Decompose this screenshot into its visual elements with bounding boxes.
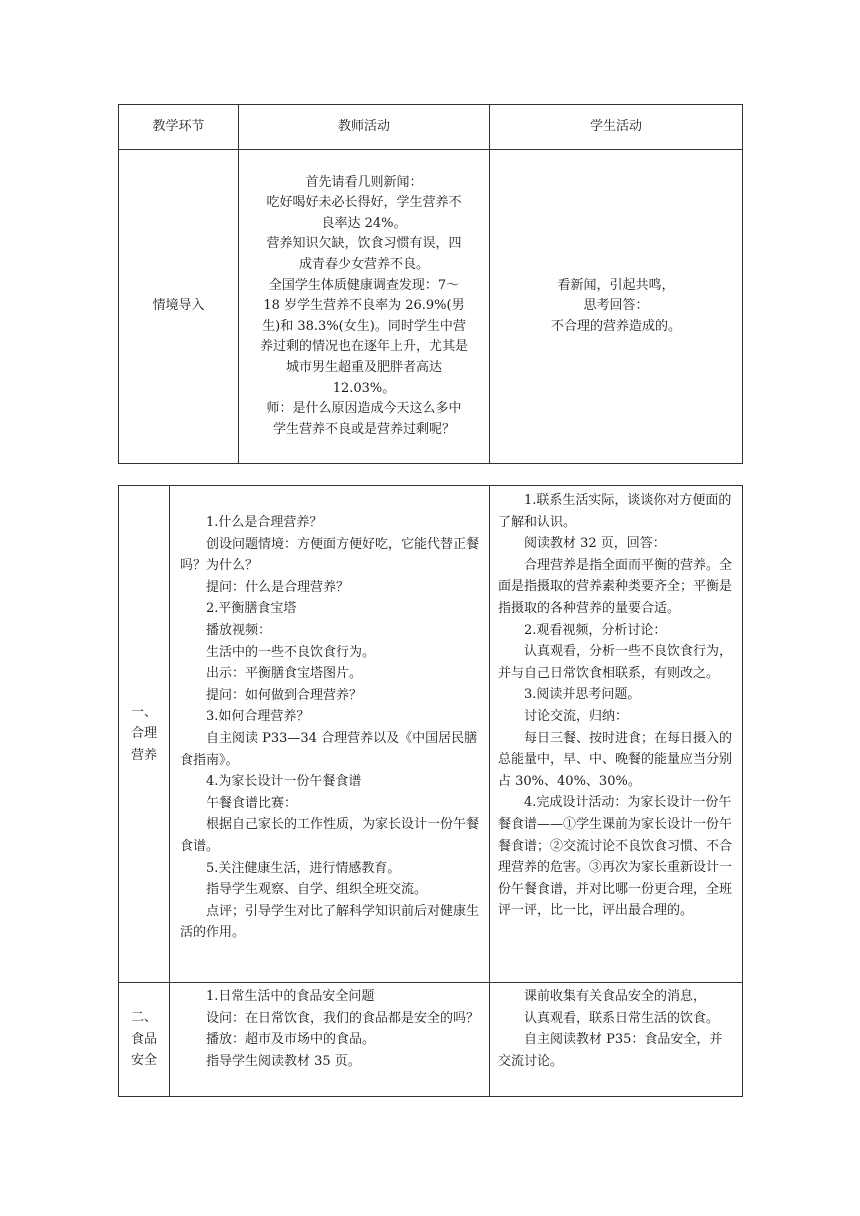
text-paragraph: 1.什么是合理营养？ bbox=[206, 515, 323, 530]
text-paragraph: 认真观看，联系日常生活的饮食。 bbox=[524, 1010, 720, 1026]
text-line: 成青春少女营养不良。 bbox=[298, 257, 429, 273]
label-line: 安全 bbox=[130, 1053, 157, 1069]
text-paragraph: 4.完成设计活动：为家长设计一份午餐食谱——①学生课前为家长设计一份午餐食谱；②交流讨论不良饮食习惯、不合理营养的危害。③再次为家长重新设计一份午餐食谱，并对比哪一份更合理，全班评一评，比一比，评出最合理的。 bbox=[498, 795, 733, 919]
label-line: 一、 bbox=[130, 704, 157, 720]
teacher-activity-food-safety bbox=[170, 983, 490, 1097]
text-paragraph: 提问：如何做到合理营养？ bbox=[206, 687, 363, 703]
header-teacher-activity: 教师活动 bbox=[239, 105, 490, 150]
text-paragraph: 午餐食谱比赛： bbox=[206, 795, 298, 811]
text-paragraph: 创设问题情境：方便面方便好吃，它能代替正餐吗？为什么？ bbox=[180, 536, 480, 574]
text-line: 不合理的营养造成的。 bbox=[550, 318, 681, 334]
text-paragraph: 3.如何合理营养？ bbox=[206, 709, 310, 725]
lesson-table-intro bbox=[118, 104, 743, 464]
text-line: 城市男生超重及肥胖者高达 bbox=[285, 359, 442, 375]
header-stage: 教学环节 bbox=[119, 105, 239, 150]
text-paragraph: 根据自己家长的工作性质，为家长设计一份午餐食谱。 bbox=[180, 817, 480, 854]
lesson-table-main bbox=[118, 485, 743, 1097]
text-paragraph: 讨论交流，归纳： bbox=[524, 708, 629, 724]
text-line: 生)和 38.3%(女生)。同时学生中营 bbox=[262, 318, 466, 334]
student-activity-intro bbox=[490, 150, 743, 464]
text-line: 12.03%。 bbox=[332, 380, 396, 396]
text-paragraph: 指导学生观察、自学、组织全班交流。 bbox=[206, 882, 428, 898]
text-line: 师：是什么原因造成今天这么多中 bbox=[266, 401, 462, 417]
teacher-activity-nutrition bbox=[170, 486, 490, 983]
row-label-intro: 情境导入 bbox=[119, 150, 239, 464]
text-paragraph: 1.日常生活中的食品安全问题 bbox=[206, 989, 375, 1004]
text-paragraph: 4.为家长设计一份午餐食谱 bbox=[206, 774, 362, 790]
text-paragraph: 课前收集有关食品安全的消息， bbox=[524, 989, 707, 1004]
text-paragraph: 每日三餐、按时进食；在每日摄入的总能量中，早、中、晚餐的能量应当分别占 30%、40%、30%。 bbox=[498, 730, 733, 789]
row-label-food-safety bbox=[119, 983, 170, 1097]
text-paragraph: 认真观看，分析一些不良饮食行为，并与自己日常饮食相联系，有则改之。 bbox=[498, 644, 733, 681]
text-line: 思考回答： bbox=[583, 298, 649, 314]
teacher-activity-intro bbox=[239, 150, 490, 464]
text-line: 吃好喝好未必长得好，学生营养不 bbox=[266, 195, 462, 211]
text-paragraph: 设问：在日常饮食，我们的食品都是安全的吗？ bbox=[206, 1010, 480, 1026]
text-paragraph: 合理营养是指全面而平衡的营养。全面是指摄取的营养素种类要齐全；平衡是指摄取的各种营养的量要合适。 bbox=[498, 557, 733, 616]
text-paragraph: 出示：平衡膳食宝塔图片。 bbox=[206, 666, 363, 682]
student-activity-nutrition bbox=[490, 486, 743, 983]
text-paragraph: 自主阅读教材 P35：食品安全，并交流讨论。 bbox=[498, 1032, 723, 1069]
text-paragraph: 5.关注健康生活，进行情感教育。 bbox=[206, 860, 401, 876]
text-paragraph: 自主阅读 P33—34 合理营养以及《中国居民膳食指南》。 bbox=[180, 730, 478, 768]
text-paragraph: 2.平衡膳食宝塔 bbox=[206, 601, 297, 617]
student-activity-food-safety bbox=[490, 983, 743, 1097]
row-label-reasonable-nutrition bbox=[119, 486, 170, 983]
text-paragraph: 1.联系生活实际，谈谈你对方便面的了解和认识。 bbox=[498, 493, 732, 530]
text-line: 良率达 24%。 bbox=[321, 215, 407, 231]
label-line: 食品 bbox=[130, 1031, 157, 1047]
text-paragraph: 阅读教材 32 页，回答： bbox=[524, 536, 666, 552]
header-student-activity: 学生活动 bbox=[490, 105, 743, 150]
label-line: 二、 bbox=[130, 1010, 157, 1026]
text-line: 学生营养不良或是营养过剩呢？ bbox=[272, 421, 455, 437]
text-line: 营养知识欠缺，饮食习惯有误，四 bbox=[266, 236, 462, 252]
text-paragraph: 指导学生阅读教材 35 页。 bbox=[206, 1053, 361, 1069]
text-line: 养过剩的情况也在逐年上升，尤其是 bbox=[259, 339, 468, 355]
text-line: 18 岁学生营养不良率为 26.9%(男 bbox=[263, 298, 465, 314]
text-line: 全国学生体质健康调查发现：7～ bbox=[268, 277, 460, 293]
label-line: 营养 bbox=[130, 747, 157, 763]
text-paragraph: 播放视频： bbox=[206, 622, 272, 638]
text-line: 看新闻，引起共鸣， bbox=[557, 277, 675, 293]
text-paragraph: 2.观看视频，分析讨论： bbox=[524, 622, 667, 638]
text-paragraph: 3.阅读并思考问题。 bbox=[524, 687, 641, 703]
text-paragraph: 提问：什么是合理营养？ bbox=[206, 579, 350, 595]
text-line: 首先请看几则新闻： bbox=[305, 174, 423, 190]
text-paragraph: 生活中的一些不良饮食行为。 bbox=[206, 644, 376, 660]
text-paragraph: 播放：超市及市场中的食品。 bbox=[206, 1032, 376, 1048]
text-paragraph: 点评；引导学生对比了解科学知识前后对健康生活的作用。 bbox=[180, 903, 480, 941]
label-line: 合理 bbox=[130, 726, 157, 742]
